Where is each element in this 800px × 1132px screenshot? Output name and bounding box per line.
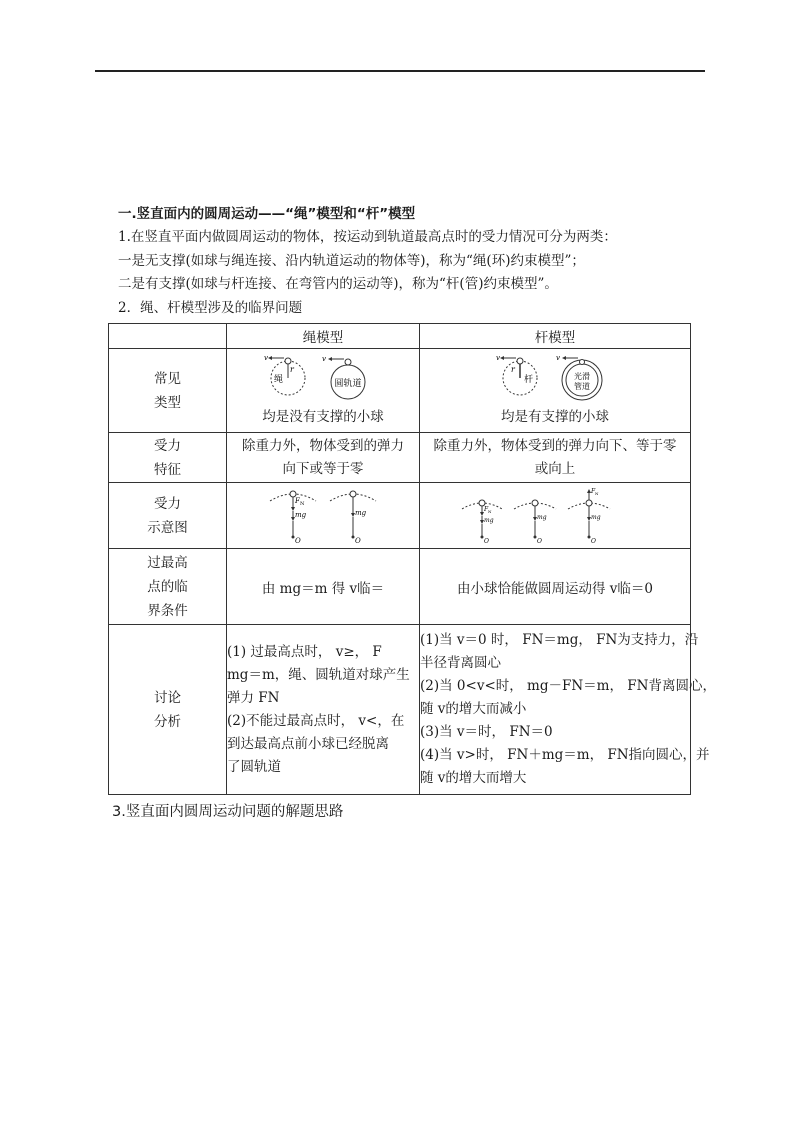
row-discussion bbox=[109, 625, 691, 795]
row-label-force-features: 受力 特征 bbox=[109, 433, 227, 483]
svg-text:F: F bbox=[295, 496, 300, 505]
svg-text:F: F bbox=[484, 505, 489, 513]
svg-text:r: r bbox=[511, 364, 515, 374]
rod-types-figure bbox=[490, 350, 620, 406]
rope-types-caption: 均是没有支撑的小球 bbox=[262, 408, 384, 425]
rope-force-diagram bbox=[268, 487, 378, 545]
svg-text:N: N bbox=[488, 508, 492, 514]
rod-force-features: 除重力外，物体受到的弹力向下、等于零 或向上 bbox=[420, 433, 691, 483]
rope-types-cell bbox=[227, 349, 420, 433]
svg-text:光滑: 光滑 bbox=[574, 371, 590, 381]
paragraph-3: 二是有支撑(如球与杆连接、在弯管内的运动等)，称为“杆(管)约束模型”。 bbox=[118, 276, 558, 292]
svg-text:O: O bbox=[484, 537, 489, 545]
rod-types-cell bbox=[420, 349, 691, 433]
svg-text:mg: mg bbox=[295, 510, 307, 519]
table-header-row bbox=[109, 324, 691, 349]
section-heading: 一.竖直面内的圆周运动——“绳”模型和“杆”模型 bbox=[118, 206, 416, 222]
svg-text:mg: mg bbox=[355, 508, 367, 517]
rod-types-caption: 均是有支撑的小球 bbox=[501, 408, 609, 425]
rod-force-diagram bbox=[460, 487, 650, 545]
svg-text:管道: 管道 bbox=[574, 381, 590, 391]
rod-discussion: (1)当 v＝0 时， FN＝mg， FN为支持力，沿 半径背离圆心 (2)当 0<v<时， mg－FN＝m， FN背离圆心， 随 v的增大而减小 (3)当 v＝时， FN＝0 (4)当 v>时， FN＋mg＝m， FN指向圆心，并 随 v的增大而增大 bbox=[420, 625, 691, 795]
svg-text:O: O bbox=[537, 537, 542, 545]
svg-text:F: F bbox=[591, 487, 596, 495]
row-label-force-diagrams: 受力 示意图 bbox=[109, 483, 227, 549]
svg-text:mg: mg bbox=[537, 513, 547, 521]
svg-text:mg: mg bbox=[484, 516, 494, 524]
svg-text:r: r bbox=[290, 364, 294, 374]
rope-critical-condition: 由 mg＝m 得 v临＝ bbox=[227, 549, 420, 625]
header-rope-model: 绳模型 bbox=[227, 324, 420, 349]
svg-text:O: O bbox=[591, 537, 596, 545]
row-critical-condition bbox=[109, 549, 691, 625]
row-label-discussion: 讨论 分析 bbox=[109, 625, 227, 795]
svg-text:v: v bbox=[496, 353, 500, 362]
svg-text:N: N bbox=[300, 500, 305, 507]
rope-force-features: 除重力外，物体受到的弹力 向下或等于零 bbox=[227, 433, 420, 483]
row-label-critical-condition: 过最高 点的临 界条件 bbox=[109, 549, 227, 625]
paragraph-4: 2．绳、杆模型涉及的临界问题 bbox=[118, 299, 303, 316]
row-force-diagrams bbox=[109, 483, 691, 549]
svg-text:mg: mg bbox=[591, 513, 601, 521]
top-rule bbox=[95, 70, 705, 72]
svg-text:杆: 杆 bbox=[524, 374, 534, 385]
row-common-types bbox=[109, 349, 691, 433]
paragraph-1: 1.在竖直平面内做圆周运动的物体，按运动到轨道最高点时的受力情况可分为两类： bbox=[118, 229, 617, 245]
svg-text:绳: 绳 bbox=[274, 374, 284, 385]
rope-force-diagram-cell bbox=[227, 483, 420, 549]
paragraph-2: 一是无支撑(如球与绳连接、沿内轨道运动的物体等)，称为“绳(环)约束模型”； bbox=[118, 252, 585, 269]
svg-text:O: O bbox=[295, 536, 301, 545]
svg-text:v: v bbox=[556, 353, 560, 362]
row-label-common-types: 常见 类型 bbox=[109, 349, 227, 433]
section-3-heading: 3.竖直面内圆周运动问题的解题思路 bbox=[112, 804, 344, 820]
rod-force-diagram-cell bbox=[420, 483, 691, 549]
svg-text:N: N bbox=[595, 490, 599, 496]
rope-discussion: (1) 过最高点时， v≥， F mg＝m，绳、圆轨道对球产生 弹力 FN (2)不能过最高点时， v<，在 到达最高点前小球已经脱离 了圆轨道 bbox=[227, 625, 420, 795]
header-rod-model: 杆模型 bbox=[420, 324, 691, 349]
svg-text:圆轨道: 圆轨道 bbox=[334, 378, 362, 389]
rod-critical-condition: 由小球恰能做圆周运动得 v临＝0 bbox=[420, 549, 691, 625]
svg-text:v: v bbox=[322, 354, 326, 363]
intro-section bbox=[118, 203, 693, 320]
svg-text:v: v bbox=[264, 353, 268, 362]
model-comparison-table bbox=[108, 323, 716, 795]
svg-text:O: O bbox=[355, 536, 361, 545]
header-empty-cell bbox=[109, 324, 227, 349]
row-force-features bbox=[109, 433, 691, 483]
rope-types-figure bbox=[258, 350, 388, 406]
